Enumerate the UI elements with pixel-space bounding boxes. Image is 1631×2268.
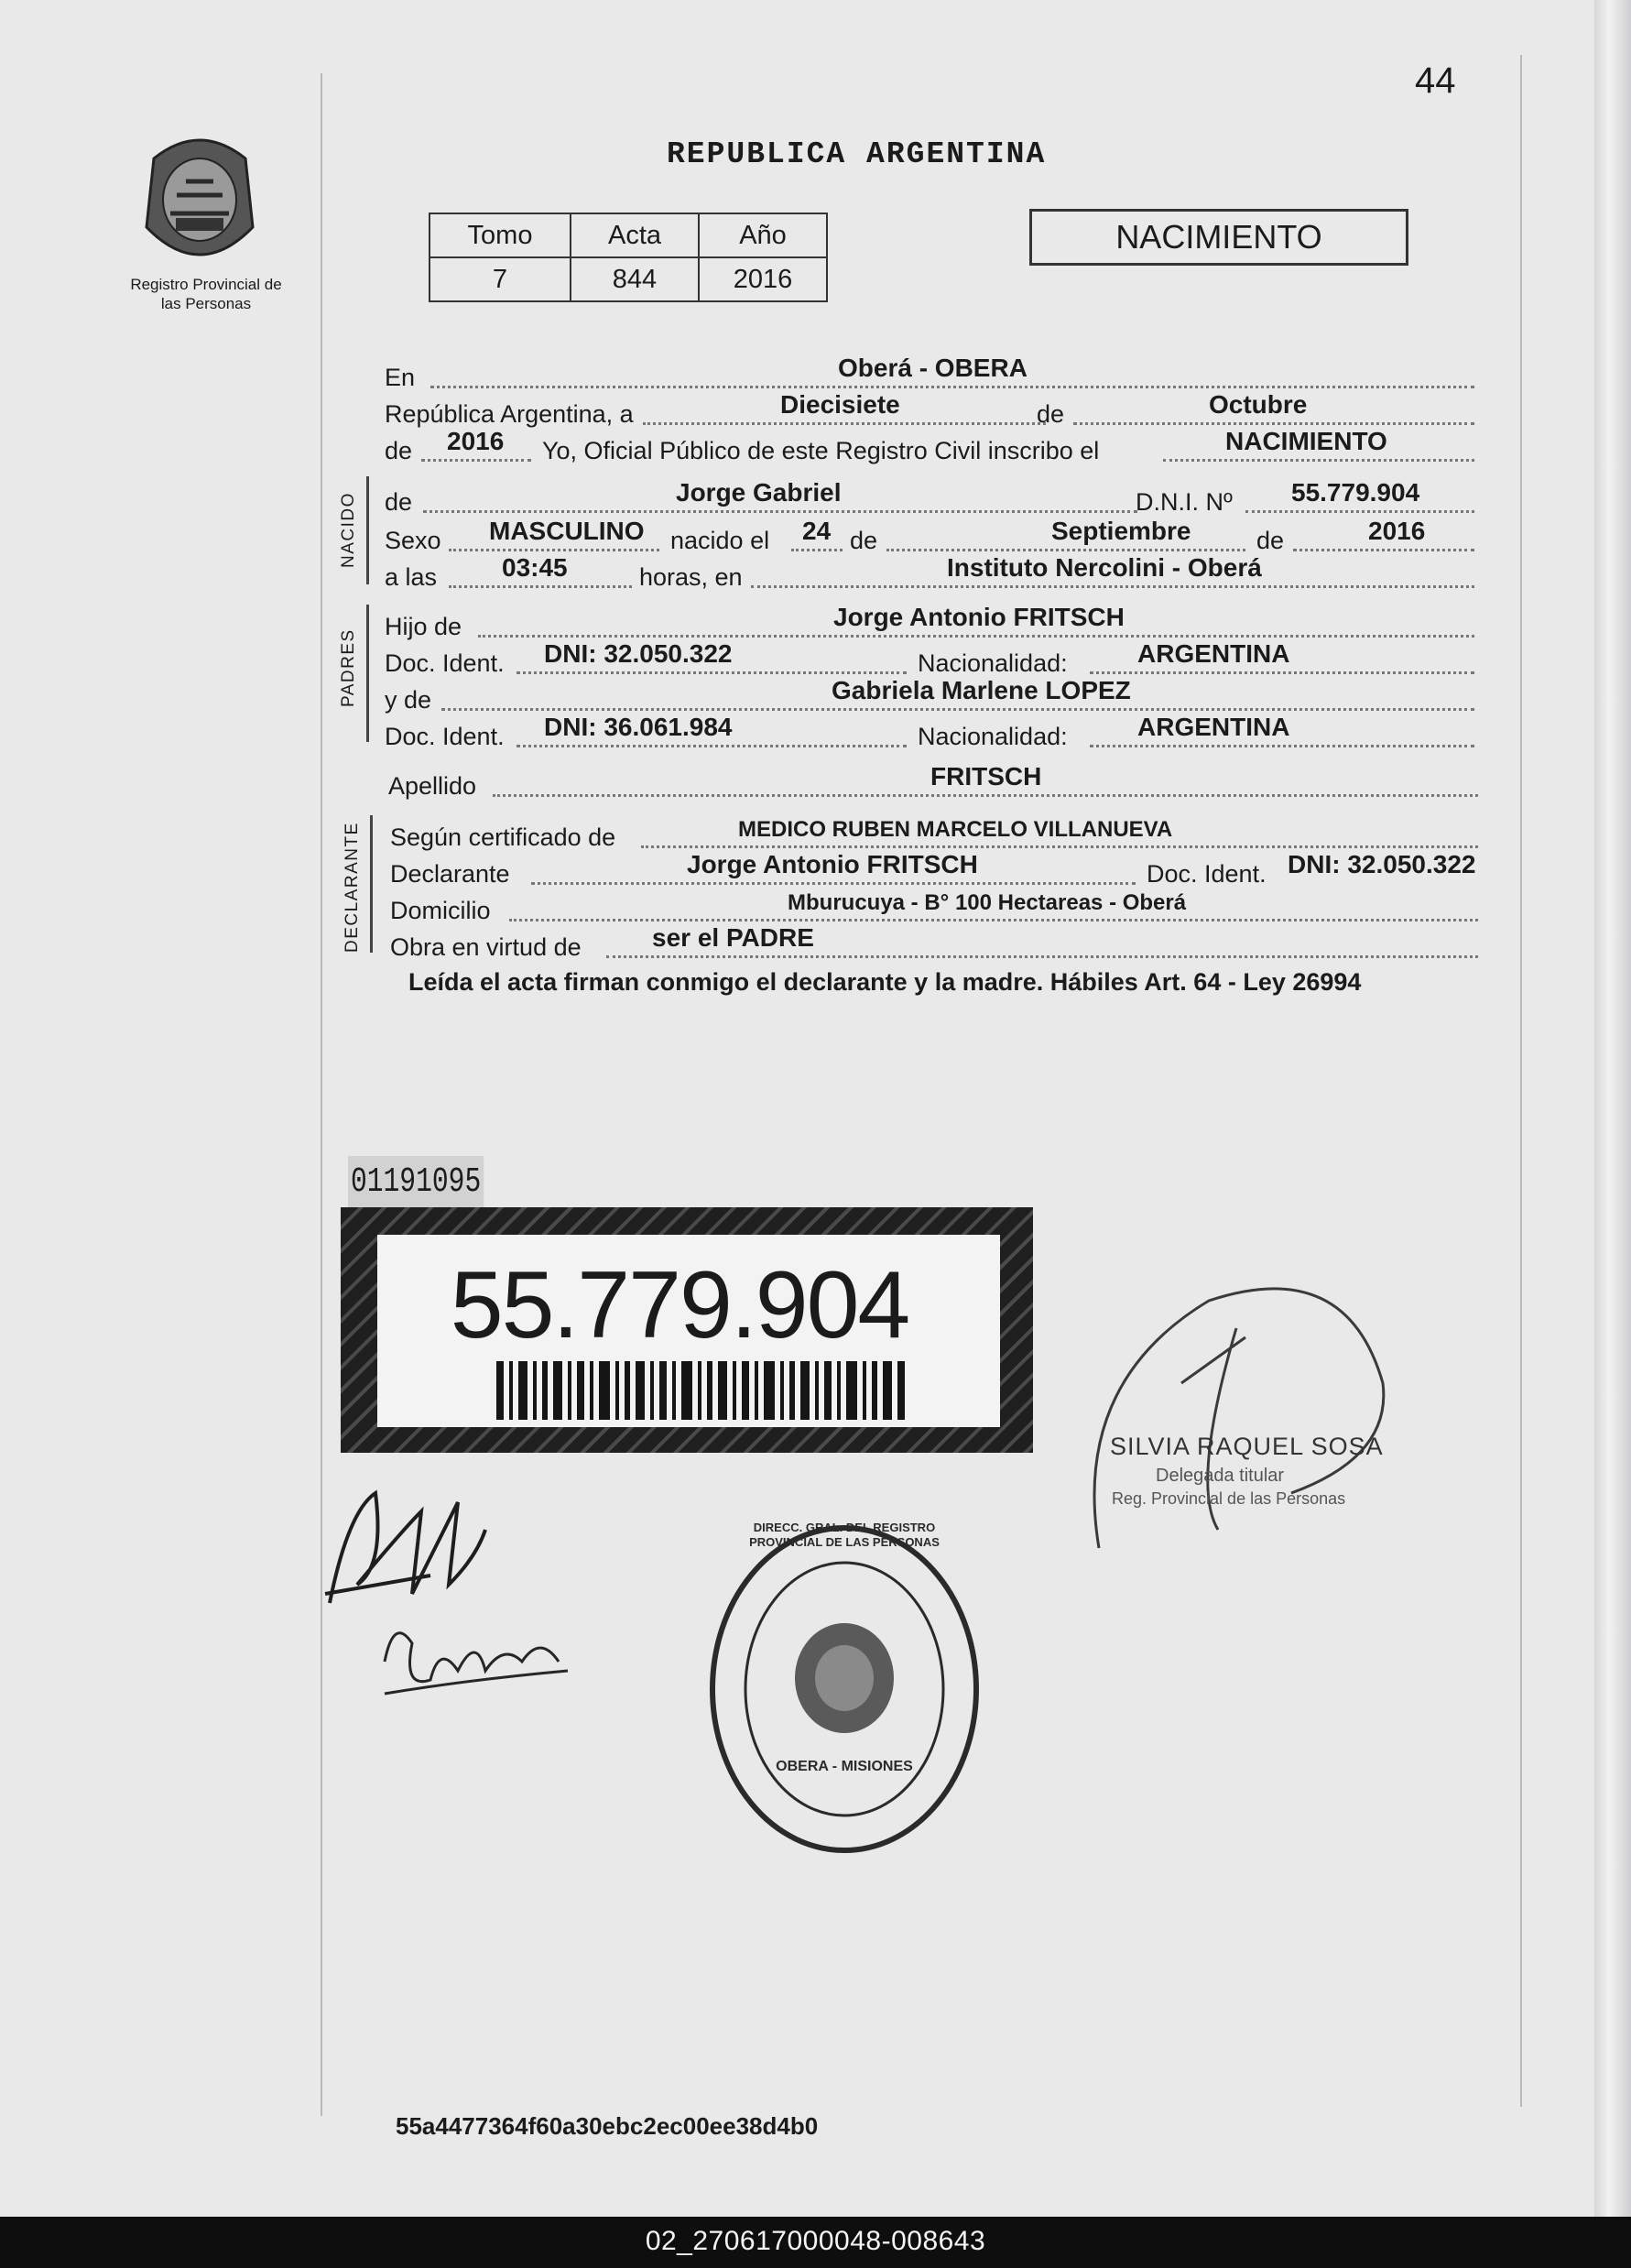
officer-role: Delegada titular: [1156, 1466, 1285, 1486]
table-cell: 844: [571, 257, 699, 301]
label-hijo-de: Hijo de: [385, 613, 462, 640]
barcode-sticker: [341, 1207, 1033, 1453]
label-nacionalidad-mother: Nacionalidad:: [918, 723, 1068, 750]
value-birth-month: Septiembre: [1051, 517, 1191, 545]
value-capacity: ser el PADRE: [652, 923, 814, 952]
row-name: [385, 480, 1484, 517]
sticker-serial: 01191095: [348, 1156, 484, 1209]
dotted-line: [751, 585, 1474, 588]
value-mother-nat: ARGENTINA: [1137, 713, 1290, 741]
value-month: Octubre: [1209, 390, 1308, 419]
row-address: [385, 889, 1484, 925]
row-certificate: [385, 815, 1484, 852]
row-capacity: [385, 925, 1484, 962]
dotted-line: [1293, 549, 1474, 551]
label-nacionalidad-father: Nacionalidad:: [918, 649, 1068, 677]
mother-signature: [375, 1607, 586, 1707]
dotted-line: [478, 635, 1474, 638]
row-year: [385, 429, 1484, 465]
dotted-line: [509, 919, 1478, 921]
value-father-nat: ARGENTINA: [1137, 639, 1290, 668]
section-label-parents: PADRES: [339, 628, 358, 707]
dotted-line: [1090, 671, 1474, 674]
section-bracket-parents: [366, 605, 369, 742]
dotted-line: [441, 708, 1474, 711]
table-header: Tomo: [429, 213, 571, 257]
footer-bar: [0, 2217, 1631, 2268]
row-declarant: [385, 852, 1484, 889]
signature-icon: [321, 1475, 522, 1612]
closing-note: Leída el acta firman conmigo el declarante y la madre. Hábiles Art. 64 - Ley 26994: [408, 968, 1362, 996]
label-de-birth-year: de: [1256, 527, 1285, 554]
label-apellido: Apellido: [388, 772, 477, 800]
dotted-line: [886, 549, 1245, 551]
dotted-line: [1163, 459, 1474, 462]
value-year: 2016: [447, 427, 505, 455]
label-republica: República Argentina, a: [385, 400, 634, 428]
dotted-line: [449, 549, 659, 551]
declarant-signature: [321, 1475, 522, 1612]
dotted-line: [516, 671, 907, 674]
value-mother: Gabriela Marlene LOPEZ: [832, 676, 1131, 704]
officer-signature-loop: [1081, 1273, 1392, 1566]
label-en: En: [385, 364, 416, 391]
page-number: 44: [1415, 60, 1456, 101]
officer-office: Reg. Provincial de las Personas: [1112, 1489, 1346, 1508]
value-declarant-doc: DNI: 32.050.322: [1288, 850, 1476, 878]
seal-ring-text: DIRECC. GRAL. DEL REGISTRO PROVINCIAL DE LAS PERSONAS: [749, 1521, 940, 1549]
footer-id: 02_270617000048-008643: [645, 2226, 986, 2256]
row-date: [385, 392, 1484, 429]
label-domicilio: Domicilio: [390, 897, 491, 924]
label-yo: Yo, Oficial Público de este Registro Civil inscribo el: [542, 437, 1100, 464]
label-y-de: y de: [385, 686, 432, 714]
value-day: Diecisiete: [780, 390, 900, 419]
dotted-line: [423, 510, 1137, 513]
dotted-line: [493, 794, 1478, 797]
label-dni: D.N.I. Nº: [1136, 488, 1233, 516]
dotted-line: [1073, 422, 1474, 425]
label-de-name: de: [385, 488, 413, 516]
dotted-line: [421, 459, 531, 462]
section-bracket-born: [366, 476, 369, 584]
signature-icon: [1081, 1273, 1392, 1566]
registry-logo-label: Registro Provincial de las Personas: [130, 276, 282, 312]
value-certificate: MEDICO RUBEN MARCELO VILLANUEVA: [738, 817, 1173, 842]
row-mother-doc: [385, 714, 1484, 751]
value-mother-doc: DNI: 36.061.984: [544, 713, 733, 741]
seal-inner-text: OBERA - MISIONES: [776, 1759, 913, 1774]
record-table: [429, 213, 828, 302]
table-header: Acta: [571, 213, 699, 257]
value-surname: FRITSCH: [930, 762, 1042, 791]
table-cell: 2016: [699, 257, 827, 301]
dotted-line: [516, 745, 907, 747]
dotted-line: [430, 386, 1474, 388]
value-sex: MASCULINO: [489, 517, 645, 545]
row-time: [385, 555, 1484, 592]
value-dni: 55.779.904: [1291, 478, 1420, 507]
round-seal: [707, 1522, 982, 1856]
dotted-line: [531, 882, 1136, 885]
value-act: NACIMIENTO: [1225, 427, 1387, 455]
value-place: Oberá - OBERA: [838, 354, 1028, 382]
label-obra: Obra en virtud de: [390, 933, 582, 961]
section-label-declarant: DECLARANTE: [343, 822, 362, 953]
provincial-shield-icon: [136, 126, 264, 273]
row-surname: [385, 764, 1484, 801]
value-time: 03:45: [502, 553, 568, 582]
section-label-born: NACIDO: [339, 492, 358, 568]
value-name: Jorge Gabriel: [676, 478, 842, 507]
dotted-line: [1245, 510, 1474, 513]
signature-icon: [375, 1607, 586, 1707]
label-nacido-el: nacido el: [670, 527, 770, 554]
label-horas-en: horas, en: [639, 563, 743, 591]
label-de-year: de: [385, 437, 413, 464]
value-declarant: Jorge Antonio FRITSCH: [687, 850, 978, 878]
value-address: Mburucuya - B° 100 Hectareas - Oberá: [788, 890, 1187, 915]
label-de-month: de: [1037, 400, 1065, 428]
value-birthplace: Instituto Nercolini - Oberá: [947, 553, 1262, 582]
dotted-line: [606, 955, 1478, 958]
label-doc-ident-mother: Doc. Ident.: [385, 723, 505, 750]
dotted-line: [791, 549, 843, 551]
row-mother: [385, 678, 1484, 714]
left-margin-line: [321, 73, 322, 2116]
document-title: REPUBLICA ARGENTINA: [667, 137, 1047, 171]
document-hash: 55a4477364f60a30ebc2ec00ee38d4b0: [396, 2112, 819, 2140]
right-margin-line: [1520, 55, 1522, 2107]
label-doc-ident-father: Doc. Ident.: [385, 649, 505, 677]
officer-name: SILVIA RAQUEL SOSA: [1110, 1433, 1384, 1460]
record-type-box: NACIMIENTO: [1029, 209, 1408, 266]
barcode-bars-icon: [496, 1361, 908, 1420]
registry-logo: [136, 126, 264, 273]
dotted-line: [449, 585, 632, 588]
value-birth-year: 2016: [1368, 517, 1426, 545]
table-cell: 7: [429, 257, 571, 301]
sticker-panel: [377, 1235, 1000, 1427]
section-bracket-declarant: [370, 815, 373, 953]
label-a-las: a las: [385, 563, 438, 591]
row-sex: [385, 518, 1484, 555]
barcode-icon: [496, 1361, 908, 1420]
value-father: Jorge Antonio FRITSCH: [833, 603, 1125, 631]
page-edge: [1594, 0, 1631, 2217]
row-father: [385, 605, 1484, 641]
dotted-line: [1090, 745, 1474, 747]
dotted-line: [643, 422, 1046, 425]
table-header: Año: [699, 213, 827, 257]
label-declarante: Declarante: [390, 860, 510, 888]
label-de-birth-month: de: [850, 527, 878, 554]
sticker-number: 55.779.904: [450, 1252, 909, 1358]
official-seal-icon: [707, 1522, 982, 1856]
label-doc-ident-declarant: Doc. Ident.: [1147, 860, 1267, 888]
label-segun: Según certificado de: [390, 823, 616, 851]
row-father-doc: [385, 641, 1484, 678]
value-father-doc: DNI: 32.050.322: [544, 639, 733, 668]
dotted-line: [641, 845, 1478, 848]
value-birth-day: 24: [802, 517, 832, 545]
row-place: [385, 355, 1484, 392]
label-sexo: Sexo: [385, 527, 441, 554]
